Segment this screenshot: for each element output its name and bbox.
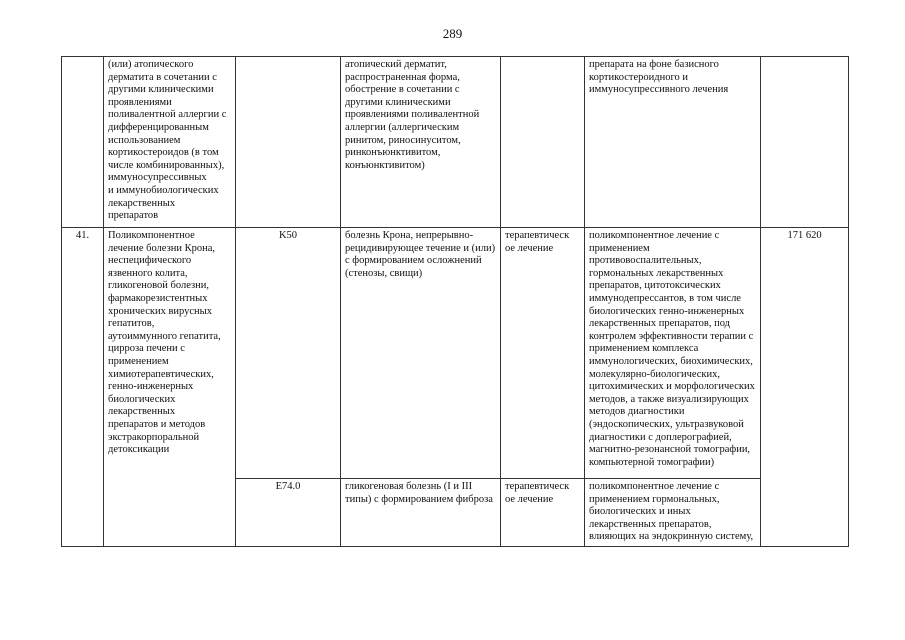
icd-code: K50: [236, 228, 341, 479]
page-number: 289: [442, 26, 463, 41]
treatment-method: поликомпонентное лечение с применением противовоспалительных, гормональных лекарственных препаратов, цитотоксических иммунодепрессантов, в том числе биологических генно-инженерных лекарственных препаратов, под контролем эффективности терапии с применением комплекса иммунологических, биохимических, молекулярно-биологических, цитохимических и морфологических методов, а также визуализирующих методов диагностики (эндоскопических, ультразвуковой диагностики с доплерографией, магнитно-резонансной томографии, компьютерной томографии): [585, 228, 761, 479]
treatment-type: терапевтическ ое лечение: [501, 228, 585, 479]
treatment-name: (или) атопического дерматита в сочетании с другими клиническими проявлениями поливалентной аллергии с дифференцированным использованием кортикостероидов (в том числе комбинированных), иммуносупрессивных и иммунобиологических лекарственных препаратов: [104, 57, 236, 228]
table-row: [62, 57, 849, 228]
treatment-table: [61, 56, 849, 547]
row-number: 41.: [62, 228, 104, 547]
icd-code: [236, 57, 341, 228]
patient-model: болезнь Крона, непрерывно- рецидивирующее течение и (или) с формированием осложнений (стенозы, свищи): [341, 228, 501, 479]
treatment-method: поликомпонентное лечение с применением гормональных, биологических и иных лекарственных препаратов, влияющих на эндокринную систему,: [585, 479, 761, 547]
treatment-method: препарата на фоне базисного кортикостероидного и иммуносупрессивного лечения: [585, 57, 761, 228]
icd-code: E74.0: [236, 479, 341, 547]
table-row: [62, 228, 849, 479]
price: [761, 57, 849, 228]
row-number: [62, 57, 104, 228]
price: 171 620: [761, 228, 849, 547]
patient-model: гликогеновая болезнь (I и III типы) с формированием фиброза: [341, 479, 501, 547]
treatment-type: [501, 57, 585, 228]
treatment-type: терапевтическ ое лечение: [501, 479, 585, 547]
treatment-name: Поликомпонентное лечение болезни Крона, неспецифического язвенного колита, гликогеновой болезни, фармакорезистентных хронических вирусных гепатитов, аутоиммунного гепатита, цирроза печени с применением химиотерапевтических, генно-инженерных биологических лекарственных препаратов и методов экстракорпоральной детоксикации: [104, 228, 236, 547]
patient-model: атопический дерматит, распространенная форма, обострение в сочетании с другими клиническими проявлениями поливалентной аллергии (аллергическим ринитом, риносинуситом, ринконъюнктивитом, конъюнктивитом): [341, 57, 501, 228]
